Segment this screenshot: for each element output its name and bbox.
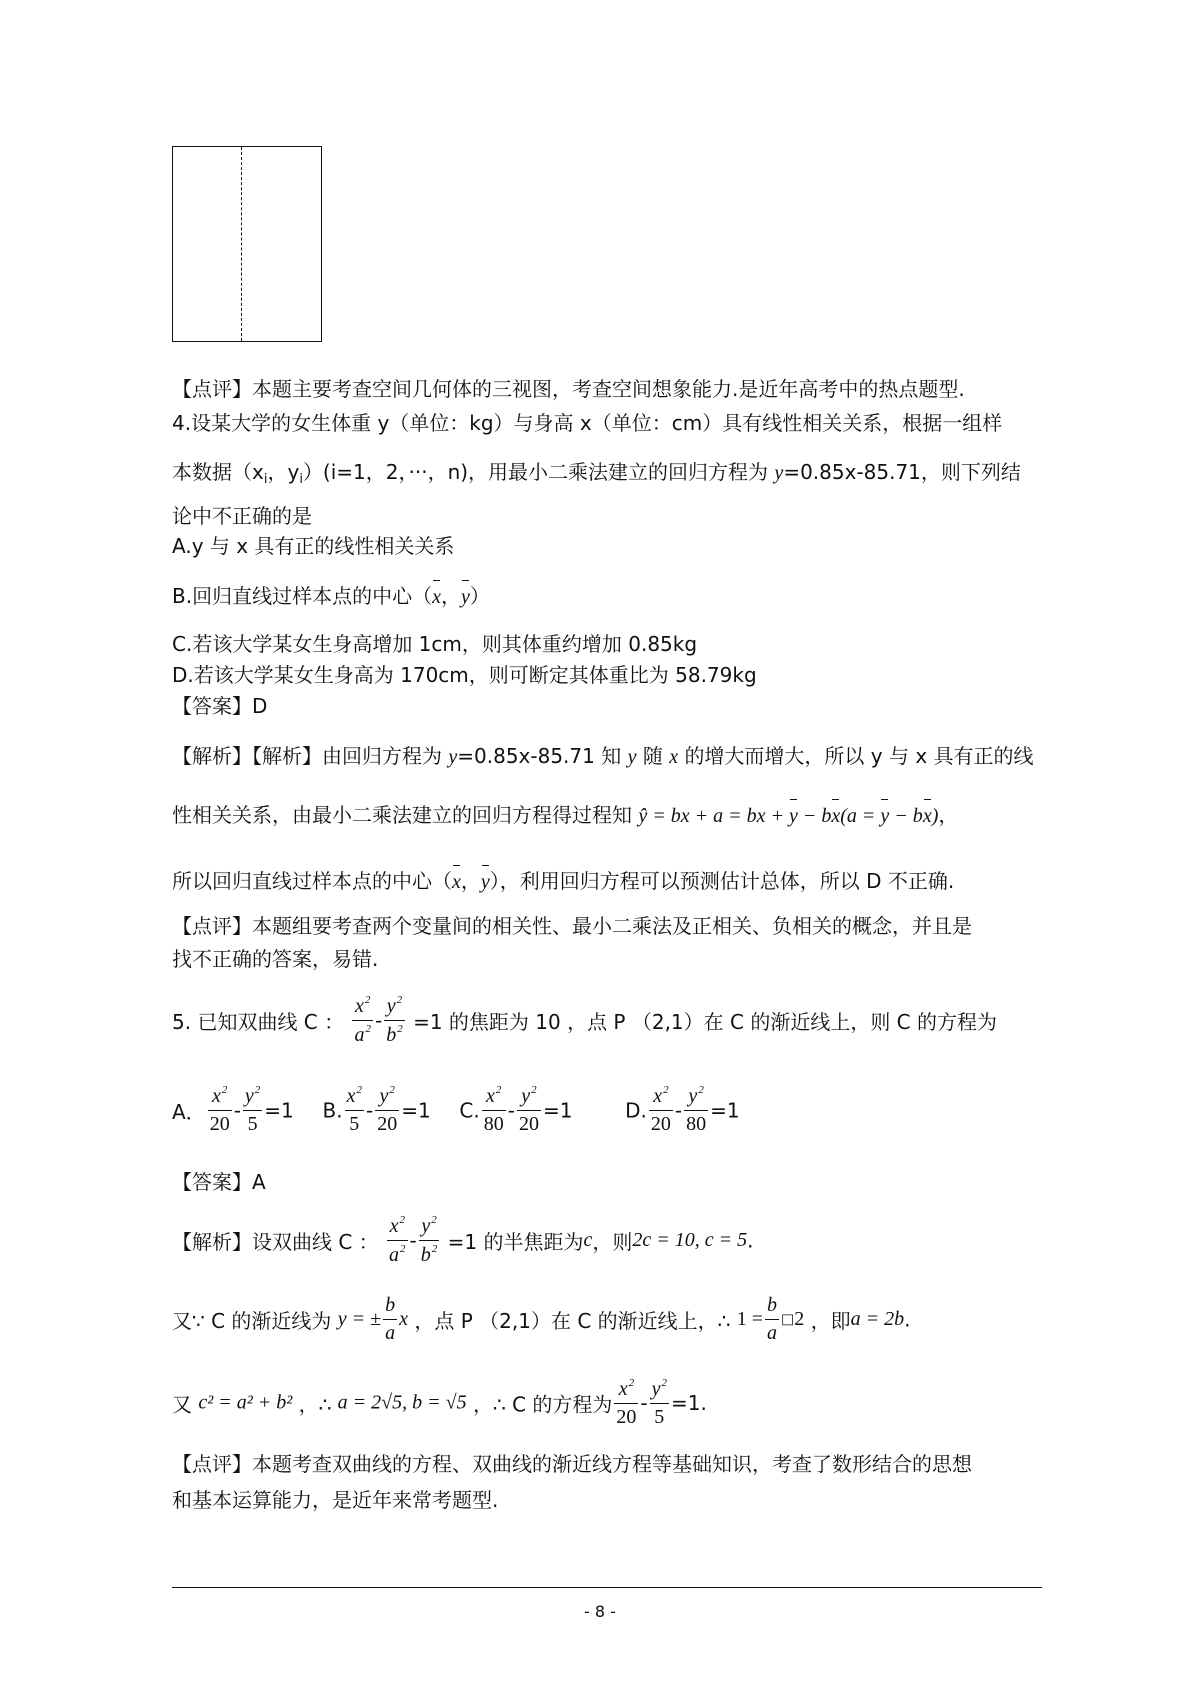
q5-options <box>172 1085 740 1135</box>
three-view-figure <box>172 146 322 342</box>
q5-jiexi-line1: 【解析】设双曲线 C ： $\frac{x^2}{a^2}$ - $\frac{y^2}{b^2}$ =1 的半焦距为c，则2c = 10, c = 5. <box>172 1214 754 1266</box>
q5-dianping-line1: 【点评】本题考查双曲线的方程、双曲线的渐近线方程等基础知识，考查了数形结合的思想 <box>172 1452 972 1476</box>
q5-jiexi-line3: 又 c² = a² + b² ，∴ a = 2√5, b = √5 ，∴ C 的方程为 $\frac{x^2}{20}$ - $\frac{y^2}{5}$ =1. <box>172 1377 707 1428</box>
q4-jiexi-line3: 所以回归直线过样本点的中心（x，y），利用回归方程可以预测估计总体，所以 D 不正确. <box>172 869 955 893</box>
q4-dianping-line1: 【点评】本题组要考查两个变量间的相关性、最小二乘法及正相关、负相关的概念，并且是 <box>172 914 972 938</box>
q5-answer: 【答案】A <box>172 1170 266 1194</box>
footer-divider <box>172 1587 1042 1588</box>
q4-option-c: C.若该大学某女生身高增加 1cm，则其体重约增加 0.85kg <box>172 632 698 656</box>
q5-line1: 5. 已知双曲线 C ： $\frac{x^2}{a^2}$ - $\frac{y^2}{b^2}$ =1 的焦距为 10 ，点 P （2,1）在 C 的渐近线上，则 C 的方程为 <box>172 994 998 1046</box>
q5-dianping-line2: 和基本运算能力，是近年来常考题型. <box>172 1488 499 1512</box>
q5-jiexi-line2: 又∵ C 的渐近线为 y = ± $\frac{b}{a}$ x ，点 P （2,1）在 C 的渐近线上，∴ 1 = $\frac{b}{a}$ □2 ，即a = 2b. <box>172 1294 911 1344</box>
q4-line3: 论中不正确的是 <box>172 504 312 528</box>
q4-jiexi-line2: 性相关关系，由最小二乘法建立的回归方程得过程知 ŷ = bx + a = bx + y − bx(a = y − bx)， <box>172 803 959 827</box>
q4-line2: 本数据（$x_i$，$y_i)(i=1$，2，···，n)，用最小二乘法建立的回归方程为 y=0.85x-85.71，则下列结 <box>172 460 1021 487</box>
dashed-center-line <box>241 147 242 341</box>
q5-option-d: D. $\frac{x^2}{20}$ - $\frac{y^2}{80}$ =1 <box>625 1084 740 1135</box>
q4-option-a: A.y 与 x 具有正的线性相关关系 <box>172 534 455 558</box>
q4-answer: 【答案】D <box>172 694 268 718</box>
dianping-1: 【点评】本题主要考查空间几何体的三视图，考查空间想象能力.是近年高考中的热点题型. <box>172 377 965 401</box>
q4-option-d: D.若该大学某女生身高为 170cm，则可断定其体重比为 58.79kg <box>172 663 757 687</box>
q4-option-b: B.回归直线过样本点的中心（x，y） <box>172 584 490 608</box>
page-number: - 8 - <box>584 1602 616 1621</box>
q5-option-b: B. $\frac{x^2}{5}$ - $\frac{y^2}{20}$ =1 <box>322 1084 431 1135</box>
q4-jiexi-line1: 【解析】【解析】由回归方程为 y=0.85x-85.71 知 y 随 x 的增大而增大，所以 y 与 x 具有正的线 <box>172 744 1034 768</box>
q5-option-a: A． $\frac{x^2}{20}$ - $\frac{y^2}{5}$ =1 <box>172 1084 294 1135</box>
q4-line1: 4.设某大学的女生体重 y（单位：kg）与身高 x（单位：cm）具有线性相关关系，根据一组样 <box>172 411 1003 435</box>
q5-option-c: C. $\frac{x^2}{80}$ - $\frac{y^2}{20}$ =1 <box>459 1084 573 1135</box>
q4-dianping-line2: 找不正确的答案，易错. <box>172 947 379 971</box>
